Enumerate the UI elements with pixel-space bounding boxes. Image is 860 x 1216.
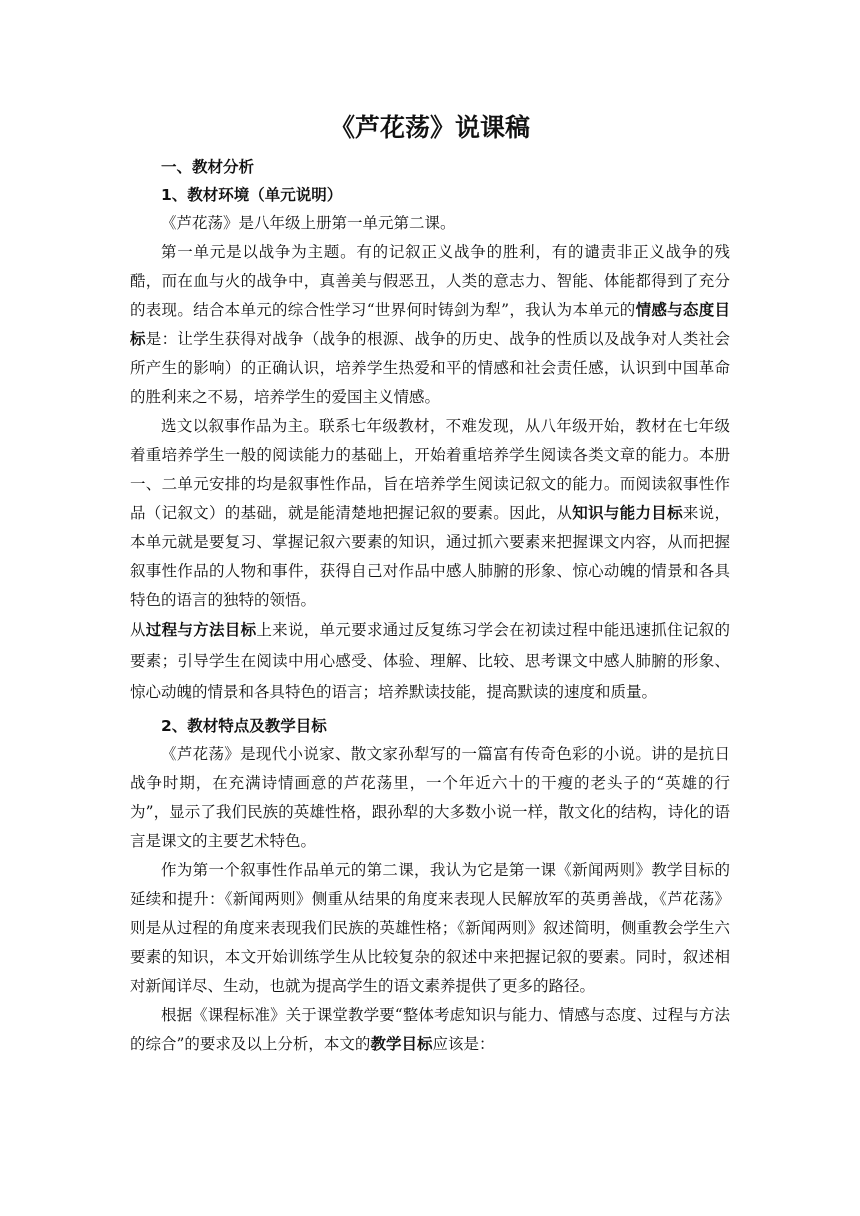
subsection-heading-context: 1、教材环境（单元说明） [161,185,343,204]
paragraph-text: 从 [130,620,146,639]
paragraph-text: 上来说，单元要求通过反复练习学会在初读过程中能迅速抓住记叙的要素；引导学生在阅读中用心感受、体验、理解、比较、思考课文中感人肺腑的形象、惊心动魄的情景和各具特色的语言；培养默读技能，提高默读的速度和质量。 [130,620,730,701]
emphasis-teaching-goal: 教学目标 [370,1034,433,1053]
paragraph-lesson-role: 作为第一个叙事性作品单元的第二课，我认为它是第一课《新闻两则》教学目标的延续和提升：《新闻两则》侧重从结果的角度来表现人民解放军的英勇善战，《芦花荡》则是从过程的角度来表现我们民族的英雄性格；《新闻两则》叙述简明，侧重教会学生六要素的知识，本文开始训练学生从比较复杂的叙述中来把握记叙的要素。同时，叙述相对新闻详尽、生动，也就为提高学生的语文素养提供了更多的路径。 [130,860,730,995]
subsection-heading-features: 2、教材特点及教学目标 [161,716,327,735]
emphasis-process-goal: 过程与方法目标 [145,620,257,639]
paragraph-process-goal [130,615,730,708]
paragraph-story-summary: 《芦花荡》是现代小说家、散文家孙犁写的一篇富有传奇色彩的小说。讲的是抗日战争时期，在充满诗情画意的芦花荡里，一个年近六十的干瘦的老头子的“英雄的行为”，显示了我们民族的英雄性格，跟孙犁的大多数小说一样，散文化的结构，诗化的语言是课文的主要艺术特色。 [130,744,730,850]
section-heading-textbook-analysis: 一、教材分析 [161,157,255,176]
document-title: 《芦花荡》说课稿 [329,113,530,142]
paragraph-text: 选文以叙事作品为主。联系七年级教材，不难发现，从八年级开始，教材在七年级着重培养学生一般的阅读能力的基础上，开始着重培养学生阅读各类文章的能力。本册一、二单元安排的均是叙事性作品，旨在培养学生阅读记叙文的能力。而阅读叙事性作品（记叙文）的基础，就是能清楚地把握记叙的要素。因此，从 [130,416,730,522]
emphasis-emotion-goal: 情感与态度目标 [130,300,730,348]
document-page [130,100,730,1059]
paragraph-text: 应该是： [432,1034,495,1053]
paragraph-selection [130,412,730,615]
paragraph-text: 第一单元是以战争为主题。有的记叙正义战争的胜利，有的谴责非正义战争的残酷，而在血与火的战争中，真善美与假恶丑，人类的意志力、智能、体能都得到了充分的表现。结合本单元的综合性学习“世界何时铸剑为犁”，我认为本单元的 [130,242,730,319]
paragraph-lesson-position: 《芦花荡》是八年级上册第一单元第二课。 [161,213,456,232]
paragraph-text: 是：让学生获得对战争（战争的根源、战争的历史、战争的性质以及战争对人类社会所产生的影响）的正确认识，培养学生热爱和平的情感和社会责任感，认识到中国革命的胜利来之不易，培养学生的爱国主义情感。 [130,329,730,406]
paragraph-text: 根据《课程标准》关于课堂教学要“整体考虑知识与能力、情感与态度、过程与方法的综合”的要求及以上分析，本文的 [130,1005,730,1053]
paragraph-text: 来说，本单元就是要复习、掌握记叙六要素的知识，通过抓六要素来把握课文内容，从而把握叙事性作品的人物和事件，获得自己对作品中感人肺腑的形象、惊心动魄的情景和各具特色的语言的独特的领悟。 [130,503,730,609]
paragraph-unit-theme [130,238,730,412]
paragraph-teaching-goals [130,1001,730,1059]
emphasis-knowledge-goal: 知识与能力目标 [572,503,683,522]
